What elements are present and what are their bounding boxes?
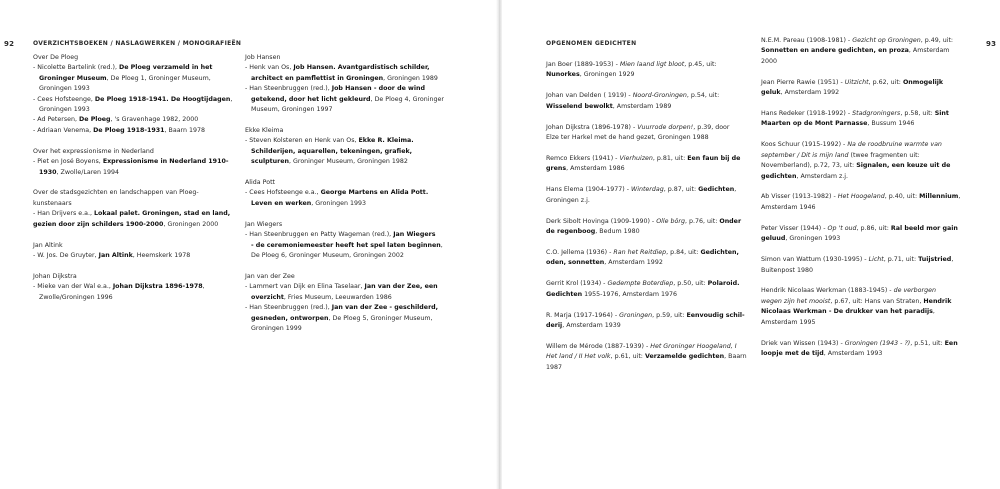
entry-line: Remco Ekkers (1941) - Vierhuizen, p.81, uit: Een faun bij de: [546, 154, 741, 162]
poems-column-2: [761, 36, 983, 370]
entry-title: Jan van der Zee: [245, 272, 295, 280]
entry-line: Hans Elema (1904-1977) - Winterdag, p.87, uit: Gedichten,: [546, 186, 737, 194]
entry-line: - de ceremoniemeester heeft het spel laten beginnen,: [251, 241, 443, 249]
entry-line: Elze ter Harkel met de hand gezet, Groningen 1988: [546, 134, 709, 142]
entry-line: Simon van Wattum (1930-1995) - Licht, p.71, uit: Tuijstried,: [761, 256, 954, 264]
entry-line: Nunorkes, Groningen 1929: [546, 71, 635, 79]
entry-line: getekend, door het licht gekleurd, De Ploeg 4, Groninger: [251, 95, 444, 103]
entry-title: Job Hansen: [245, 54, 281, 61]
entry-title: Over het expressionisme in Nederland: [33, 147, 154, 155]
entry-line: - Han Steenbruggen en Patty Wageman (red.), Jan Wiegers: [245, 231, 436, 239]
entry-line: gesneden, ontworpen, De Ploeg 5, Groninger Museum,: [251, 314, 433, 322]
poem-entry: [546, 217, 751, 238]
entry-title: Jan Altink: [33, 241, 63, 249]
entry-line: Museum, Groningen 1997: [251, 106, 333, 114]
entry-line: Peter Visser (1944) - Op 't oud, p.86, uit: Ral beeld mor gain: [761, 224, 958, 232]
bibliography-entry: [245, 178, 460, 209]
entry-line: - Piet en José Boyens, Expressionisme in Nederland 1910-: [33, 158, 229, 166]
poem-entry: [546, 185, 751, 206]
entry-line: sculpturen, Groninger Museum, Groningen 1982: [251, 158, 408, 166]
entry-line: derij, Amsterdam 1939: [546, 321, 621, 329]
entry-title: Jan Wiegers: [245, 220, 283, 228]
entry-line: wegen zijn het mooist, p.67, uit: Hans van Straten, Hendrik: [761, 297, 952, 305]
entry-line: - Nicolette Bartelink (red.), De Ploeg verzameld in het: [33, 64, 213, 72]
entry-line: - Han Drijvers e.a., Lokaal palet. Groningen, stad en land,: [33, 210, 231, 218]
entry-line: geluud, Groningen 1993: [761, 235, 841, 243]
bibliography-entry: [245, 272, 460, 334]
entry-line: - Ad Petersen, De Ploeg, 's Gravenhage 1982, 2000: [33, 116, 199, 124]
entry-line: - Steven Kolsteren en Henk van Os, Ekke R. Kleima.: [245, 137, 414, 145]
entry-line: Groningen 1999: [251, 324, 302, 332]
entry-line: gedichten, Amsterdam z.j.: [761, 172, 849, 180]
entry-line: Hendrik Nicolaas Werkman (1883-1945) - de verborgen: [761, 287, 936, 295]
entry-line: Buitenpost 1980: [761, 266, 814, 274]
entry-title: Over de stadsgezichten en landschappen van Ploeg-: [33, 189, 199, 197]
bibliography-entry: [245, 220, 460, 262]
entry-line: grens, Amsterdam 1986: [546, 165, 625, 173]
entry-line: - Lammert van Dijk en Elina Taselaar, Jan van der Zee, een: [245, 283, 438, 291]
entry-line: architect en pamflettist in Groningen, Groningen 1989: [251, 74, 438, 82]
entry-title: Ekke Kleima: [245, 126, 284, 134]
entry-line: Hans Redeker (1918-1992) - Stadgroningers, p.58, uit: Sint: [761, 110, 949, 118]
entry-line: Jean Pierre Rawie (1951) - Uitzicht, p.62, uit: Onmogelijk: [761, 78, 944, 86]
poem-entry: [761, 36, 983, 67]
entry-line: Jan Boer (1889-1953) - Mien laand ligt bloot, p.45, uit:: [546, 61, 717, 68]
entry-line: De Ploeg 6, Groninger Museum, Groningen 2002: [251, 252, 404, 259]
poems-column-1: [546, 60, 751, 384]
entry-line: Leven en werken, Groningen 1993: [251, 199, 367, 207]
entry-line: Maarten op de Mont Parnasse, Bussum 1946: [761, 120, 915, 128]
poem-entry: [546, 60, 751, 81]
entry-line: Koos Schuur (1915-1992) - Na de roodbruine warmte van: [761, 141, 942, 149]
entry-line: R. Marja (1917-1964) - Groningen, p.59, uit: Eenvoudig schil-: [546, 311, 745, 319]
entry-line: oden, sonnetten, Amsterdam 1992: [546, 259, 663, 267]
entry-line: Het land / II Het volk, p.61, uit: Verzamelde gedichten, Baarn: [546, 353, 747, 361]
entry-line: Groninger Museum, De Ploeg 1, Groninger Museum,: [39, 74, 211, 82]
entry-line: Derk Sibolt Hovinga (1909-1990) - Olle börg, p.76, uit: Onder: [546, 217, 742, 225]
poem-entry: [546, 154, 751, 175]
entry-line: Novemberland), p.72, 73, uit: Signalen, een keuze uit de: [761, 162, 951, 170]
entry-line: C.O. Jellema (1936) - Ran het Reitdiep, p.84, uit: Gedichten,: [546, 248, 739, 256]
entry-line: N.E.M. Pareau (1908-1981) - Gezicht op Groningen, p.49, uit:: [761, 37, 954, 44]
bibliography-column-2: [245, 53, 460, 345]
entry-title: Johan Dijkstra: [33, 272, 77, 280]
entry-line: Driek van Wissen (1943) - Groningen (1943 - ?), p.51, uit: Een: [761, 339, 958, 347]
poem-entry: [546, 311, 751, 332]
entry-line: - Cees Hofsteenge, De Ploeg 1918-1941. De Hoogtijdagen,: [33, 95, 233, 103]
entry-line: Johan Dijkstra (1896-1978) - Vuurrode dorpen!, p.39, door: [546, 123, 730, 131]
poem-entry: [761, 339, 983, 360]
entry-line: Nicolaas Werkman - De drukker van het paradijs,: [761, 308, 935, 316]
entry-line: - Han Steenbruggen (red.), Job Hansen - door de wind: [245, 85, 426, 93]
poem-entry: [761, 255, 983, 276]
bibliography-entry: [245, 126, 460, 168]
poem-entry: [761, 286, 983, 328]
entry-line: september / Dit is mijn land (twee fragmenten uit:: [761, 151, 920, 159]
entry-line: Ab Visser (1913-1982) - Het Hoogeland, p.40, uit: Millennium,: [761, 193, 961, 201]
bibliography-entry: [33, 53, 238, 136]
poem-entry: [546, 123, 751, 144]
entry-title: Over De Ploeg: [33, 54, 79, 61]
poem-entry: [761, 140, 983, 182]
entry-line: Gedichten 1955-1976, Amsterdam 1976: [546, 290, 677, 298]
section-heading-left: OVERZICHTSBOEKEN / NASLAGWERKEN / MONOGRAFIEËN: [33, 40, 242, 47]
entry-title: Alida Pott: [245, 179, 276, 187]
bibliography-entry: [33, 188, 238, 230]
entry-line: Willem de Mérode (1887-1939) - Het Groninger Hoogeland, I: [546, 342, 737, 350]
entry-line: 2000: [761, 57, 778, 65]
entry-line: Schilderijen, aquarellen, tekeningen, grafiek,: [251, 147, 413, 155]
entry-line: de regenboog, Bedum 1980: [546, 227, 640, 235]
entry-line: Amsterdam 1995: [761, 318, 816, 326]
entry-line: 1987: [546, 363, 563, 371]
entry-line: - Adriaan Venema, De Ploeg 1918-1931, Baarn 1978: [33, 126, 206, 134]
poem-entry: [546, 91, 751, 112]
entry-line: - Henk van Os, Job Hansen. Avantgardistisch schilder,: [245, 64, 430, 72]
entry-line: Sonnetten en andere gedichten, en proza, Amsterdam: [761, 47, 950, 55]
bibliography-column-1: [33, 53, 238, 314]
page-number-right: 93: [986, 40, 997, 48]
entry-line: loopje met de tijd, Amsterdam 1993: [761, 349, 883, 357]
poem-entry: [761, 109, 983, 130]
entry-line: Groningen 1993: [39, 85, 90, 93]
bibliography-entry: [33, 272, 238, 303]
poem-entry: [546, 279, 751, 300]
entry-line: Groningen 1993: [39, 106, 90, 114]
entry-line: geluk, Amsterdam 1992: [761, 89, 840, 97]
entry-line: - Han Steenbruggen (red.), Jan van der Zee - geschilderd,: [245, 304, 439, 312]
bibliography-entry: [245, 53, 460, 115]
entry-line: - Cees Hofsteenge e.a., George Martens en Alida Pott.: [245, 189, 429, 197]
entry-line: gezien door zijn schilders 1900-2000, Groningen 2000: [33, 220, 219, 228]
entry-line: overzicht, Fries Museum, Leeuwarden 1986: [251, 293, 392, 301]
section-heading-right: OPGENOMEN GEDICHTEN: [546, 40, 637, 47]
entry-line: Zwolle/Groningen 1996: [39, 293, 113, 301]
entry-line: Groningen z.j.: [546, 196, 590, 204]
poem-entry: [761, 192, 983, 213]
entry-line: kunstenaars: [33, 199, 72, 207]
poem-entry: [761, 224, 983, 245]
entry-line: 1930, Zwolle/Laren 1994: [39, 168, 120, 176]
page-fold: [496, 0, 502, 489]
poem-entry: [546, 248, 751, 269]
entry-line: Wisselend bewolkt, Amsterdam 1989: [546, 102, 672, 110]
bibliography-entry: [33, 147, 238, 178]
entry-line: Johan van Delden ( 1919) - Noord-Groningen, p.54, uit:: [546, 92, 720, 100]
bibliography-entry: [33, 241, 238, 262]
entry-line: - Mieke van der Wal e.a., Johan Dijkstra 1896-1978,: [33, 283, 205, 291]
entry-line: Amsterdam 1946: [761, 203, 816, 211]
entry-line: - W. Jos. De Gruyter, Jan Altink, Heemskerk 1978: [33, 252, 191, 259]
entry-line: Gerrit Krol (1934) - Gedempte Boterdiep, p.50, uit: Polaroid.: [546, 280, 740, 288]
poem-entry: [546, 342, 751, 373]
poem-entry: [761, 78, 983, 99]
page-number-left: 92: [4, 40, 15, 48]
